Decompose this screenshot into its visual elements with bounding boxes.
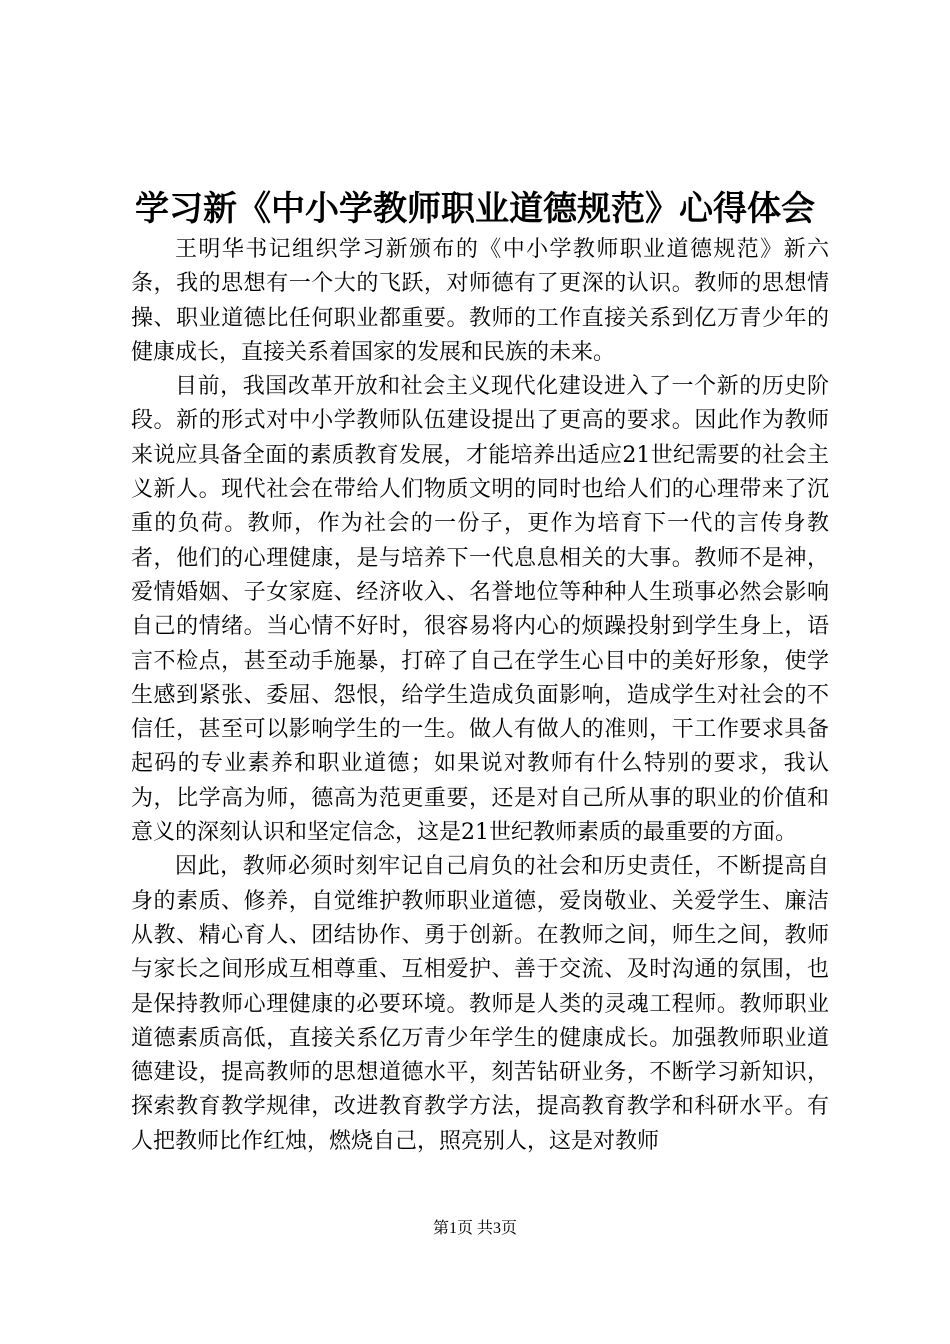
page-footer: 第1页 共3页 xyxy=(432,1220,517,1237)
paragraph-3: 因此，教师必须时刻牢记自己肩负的社会和历史责任，不断提高自身的素质、修养，自觉维护教师职业道德，爱岗敬业、关爱学生、廉洁从教、精心育人、团结协作、勇于创新。在教师之间，师生之间，教师与家长之间形成互相尊重、互相爱护、善于交流、及时沟通的氛围，也是保持教师心理健康的必要环境。教师是人类的灵魂工程师。教师职业道德素质高低，直接关系亿万青少年学生的健康成长。加强教师职业道德建设，提高教师的思想道德水平，刻苦钻研业务，不断学习新知识，探索教育教学规律，改进教育教学方法，提高教育教学和科研水平。有人把教师比作红烛，燃烧自己，照亮别人，这是对教师 xyxy=(131,854,829,1154)
document-title: 学习新《中小学教师职业道德规范》心得体会 xyxy=(135,189,815,229)
paragraph-2: 目前，我国改革开放和社会主义现代化建设进入了一个新的历史阶段。新的形式对中小学教师队伍建设提出了更高的要求。因此作为教师来说应具备全面的素质教育发展，才能培养出适应21世纪需要的社会主义新人。现代社会在带给人们物质文明的同时也给人们的心理带来了沉重的负荷。教师，作为社会的一份子，更作为培育下一代的言传身教者，他们的心理健康，是与培养下一代息息相关的大事。教师不是神，爱情婚姻、子女家庭、经济收入、名誉地位等种种人生琐事必然会影响自己的情绪。当心情不好时，很容易将内心的烦躁投射到学生身上，语言不检点，甚至动手施暴，打碎了自己在学生心目中的美好形象，使学生感到紧张、委屈、怨恨，给学生造成负面影响，造成学生对社会的不信任，甚至可以影响学生的一生。做人有做人的准则，干工作要求具备起码的专业素养和职业道德；如果说对教师有什么特别的要求，我认为，比学高为师，德高为范更重要，还是对自己所从事的职业的价值和意义的深刻认识和坚定信念，这是21世纪教师素质的最重要的方面。 xyxy=(131,374,829,846)
document-body xyxy=(131,233,829,1159)
paragraph-1: 王明华书记组织学习新颁布的《中小学教师职业道德规范》新六条，我的思想有一个大的飞跃，对师德有了更深的认识。教师的思想情操、职业道德比任何职业都重要。教师的工作直接关系到亿万青少年的健康成长，直接关系着国家的发展和民族的未来。 xyxy=(131,237,829,365)
